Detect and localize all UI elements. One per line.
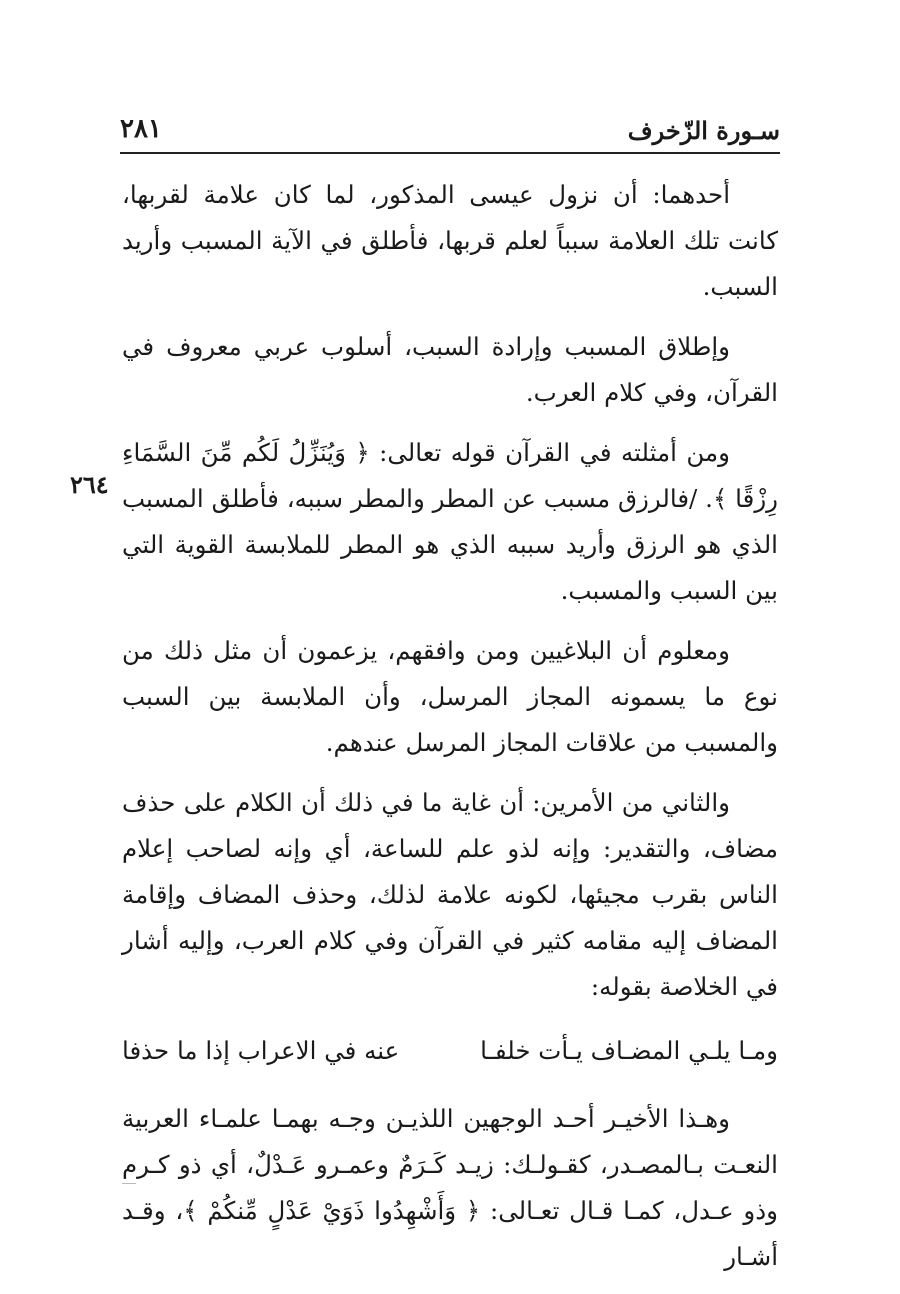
quran-verse-rizq: ﴿ وَيُنَزِّلُ لَكُم مِّنَ السَّمَاءِ رِزْقًا ﴾	[122, 438, 778, 513]
header-divider	[120, 152, 780, 154]
paragraph-5: والثاني من الأمرين: أن غاية ما في ذلك أن الكلام على حذف مضاف، والتقدير: وإنه لذو علم للساعة، أي وإنه لصاحب إعلام الناس بقرب مجيئها، لكونه علامة لذلك، وحذف المضاف وإقامة المضاف إليه مقامه كثير في القرآن وفي كلام العرب، وإليه أشار في الخلاصة بقوله:	[122, 788, 778, 1001]
paragraph-6-rest: ، وقـد أشـار	[122, 1196, 778, 1271]
paragraph-4: ومعلوم أن البلاغيين ومن وافقهم، يزعمون أن مثل ذلك من نوع ما يسمونه المجاز المرسل، وأن الملابسة بين السبب والمسبب من علاقات المجاز المرسل عندهم.	[122, 636, 778, 757]
paragraph-6	[122, 1096, 778, 1280]
bottom-mark	[122, 1183, 136, 1184]
surah-title: سـورة الزّخرف	[627, 116, 780, 145]
margin-reference-number: ٢٦٤	[70, 470, 109, 499]
poem-second-hemistich: عنه في الاعراب إذا ما حذفا	[122, 1036, 400, 1065]
poem-first-hemistich: ومـا يلـي المضـاف يـأت خلفـا	[480, 1036, 778, 1065]
paragraph-1: أحدهما: أن نزول عيسى المذكور، لما كان علامة لقربها، كانت تلك العلامة سبباً لعلم قربها، فأطلق في الآية المسبب وأريد السبب.	[122, 180, 778, 301]
paragraph-2: وإطلاق المسبب وإرادة السبب، أسلوب عربي معروف في القرآن، وفي كلام العرب.	[122, 332, 778, 407]
paragraph-3-rest: . /فالرزق مسبب عن المطر والمطر سببه، فأطلق المسبب الذي هو الرزق وأريد سببه الذي هو المطر للملابسة القوية التي بين السبب والمسبب.	[122, 484, 778, 605]
quran-verse-witnesses: ﴿ وَأَشْهِدُوا ذَوَيْ عَدْلٍ مِّنكُمْ ﴾	[183, 1196, 481, 1225]
page-number: ٢٨١	[120, 114, 162, 144]
paragraph-3-intro: ومن أمثلته في القرآن قوله تعالى:	[369, 438, 730, 467]
poem-verse	[122, 1028, 778, 1074]
paragraph-6-intro: وهـذا الأخيـر أحـد الوجهين اللذيـن وجـه بهمـا علمـاء العربية النعـت بـالمصـدر، كقـولـك: زيـد كَـرَمٌ وعمـرو عَـدْلٌ، أي ذو كـرم وذو عـدل، كمـا قـال تعـالى:	[122, 1104, 778, 1225]
page-body	[122, 172, 778, 1294]
running-header	[120, 112, 780, 154]
paragraph-3	[122, 430, 778, 614]
